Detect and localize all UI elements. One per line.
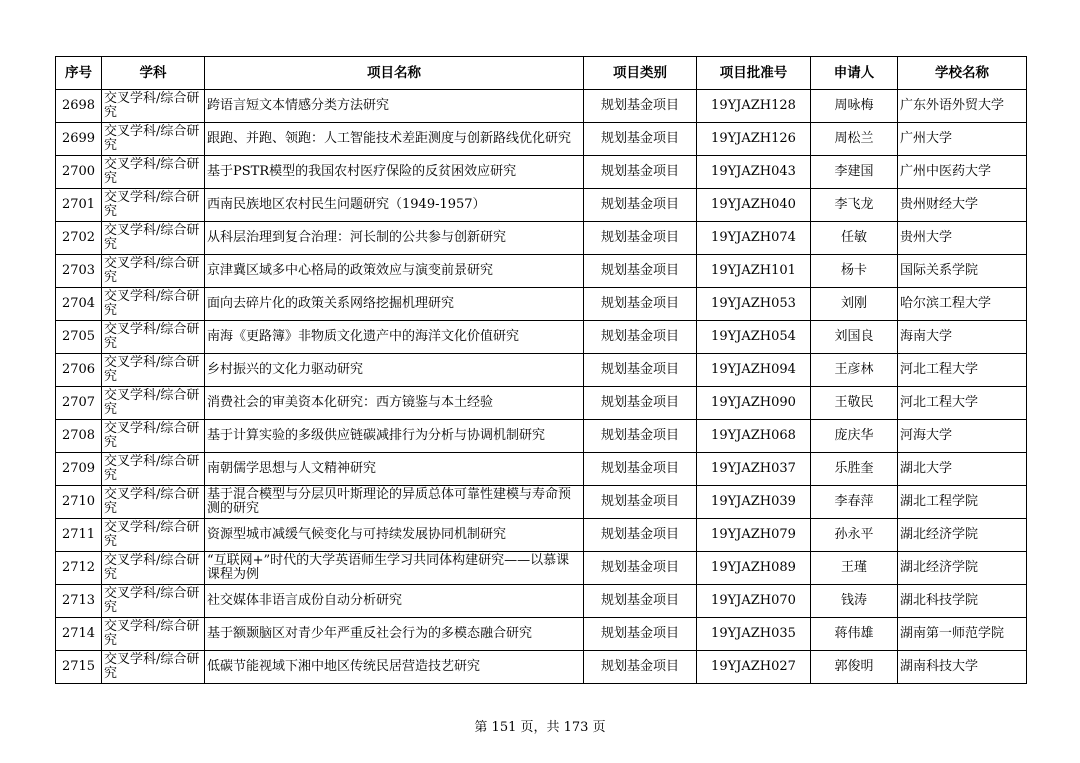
applicant-cell: 乐胜奎: [811, 453, 898, 486]
applicant-cell: 李建国: [811, 156, 898, 189]
table-row: [56, 321, 1027, 354]
header-applicant: 申请人: [811, 57, 898, 90]
subject-cell: 交叉学科/综合研究: [102, 354, 205, 387]
school-cell: 湖北经济学院: [898, 552, 1027, 585]
table-row: [56, 123, 1027, 156]
school-cell: 广州大学: [898, 123, 1027, 156]
row-number: 2700: [56, 156, 102, 189]
project-table: [55, 56, 1027, 684]
approval-code-cell: 19YJAZH128: [697, 90, 811, 123]
school-cell: 海南大学: [898, 321, 1027, 354]
subject-cell: 交叉学科/综合研究: [102, 420, 205, 453]
header-school: 学校名称: [898, 57, 1027, 90]
row-number: 2698: [56, 90, 102, 123]
header-row: [56, 57, 1027, 90]
project-name-cell: 基于PSTR模型的我国农村医疗保险的反贫困效应研究: [205, 156, 584, 189]
row-number: 2703: [56, 255, 102, 288]
project-type-cell: 规划基金项目: [584, 651, 697, 684]
applicant-cell: 钱涛: [811, 585, 898, 618]
table-row: [56, 585, 1027, 618]
header-subject: 学科: [102, 57, 205, 90]
school-cell: 湖南第一师范学院: [898, 618, 1027, 651]
project-type-cell: 规划基金项目: [584, 387, 697, 420]
applicant-cell: 王瑾: [811, 552, 898, 585]
row-number: 2701: [56, 189, 102, 222]
applicant-cell: 庞庆华: [811, 420, 898, 453]
project-name-cell: 社交媒体非语言成份自动分析研究: [205, 585, 584, 618]
subject-cell: 交叉学科/综合研究: [102, 156, 205, 189]
school-cell: 哈尔滨工程大学: [898, 288, 1027, 321]
row-number: 2709: [56, 453, 102, 486]
project-type-cell: 规划基金项目: [584, 189, 697, 222]
approval-code-cell: 19YJAZH074: [697, 222, 811, 255]
project-name-cell: 跟跑、并跑、领跑：人工智能技术差距测度与创新路线优化研究: [205, 123, 584, 156]
project-type-cell: 规划基金项目: [584, 552, 697, 585]
row-number: 2711: [56, 519, 102, 552]
school-cell: 广东外语外贸大学: [898, 90, 1027, 123]
subject-cell: 交叉学科/综合研究: [102, 321, 205, 354]
subject-cell: 交叉学科/综合研究: [102, 486, 205, 519]
school-cell: 湖北大学: [898, 453, 1027, 486]
subject-cell: 交叉学科/综合研究: [102, 90, 205, 123]
subject-cell: 交叉学科/综合研究: [102, 519, 205, 552]
project-type-cell: 规划基金项目: [584, 453, 697, 486]
row-number: 2714: [56, 618, 102, 651]
applicant-cell: 刘刚: [811, 288, 898, 321]
project-name-cell: 南朝儒学思想与人文精神研究: [205, 453, 584, 486]
row-number: 2713: [56, 585, 102, 618]
row-number: 2706: [56, 354, 102, 387]
subject-cell: 交叉学科/综合研究: [102, 387, 205, 420]
table-row: [56, 255, 1027, 288]
table-row: [56, 651, 1027, 684]
subject-cell: 交叉学科/综合研究: [102, 255, 205, 288]
project-name-cell: 跨语言短文本情感分类方法研究: [205, 90, 584, 123]
project-name-cell: 基于计算实验的多级供应链碳减排行为分析与协调机制研究: [205, 420, 584, 453]
applicant-cell: 周咏梅: [811, 90, 898, 123]
header-project-type: 项目类别: [584, 57, 697, 90]
project-name-cell: 面向去碎片化的政策关系网络挖掘机理研究: [205, 288, 584, 321]
table-row: [56, 519, 1027, 552]
row-number: 2707: [56, 387, 102, 420]
approval-code-cell: 19YJAZH039: [697, 486, 811, 519]
school-cell: 河北工程大学: [898, 354, 1027, 387]
school-cell: 湖北工程学院: [898, 486, 1027, 519]
school-cell: 湖北经济学院: [898, 519, 1027, 552]
school-cell: 湖南科技大学: [898, 651, 1027, 684]
table-row: [56, 486, 1027, 519]
applicant-cell: 李飞龙: [811, 189, 898, 222]
row-number: 2705: [56, 321, 102, 354]
project-type-cell: 规划基金项目: [584, 90, 697, 123]
subject-cell: 交叉学科/综合研究: [102, 189, 205, 222]
subject-cell: 交叉学科/综合研究: [102, 552, 205, 585]
school-cell: 湖北科技学院: [898, 585, 1027, 618]
subject-cell: 交叉学科/综合研究: [102, 288, 205, 321]
approval-code-cell: 19YJAZH037: [697, 453, 811, 486]
project-type-cell: 规划基金项目: [584, 519, 697, 552]
project-name-cell: 基于混合模型与分层贝叶斯理论的异质总体可靠性建模与寿命预测的研究: [205, 486, 584, 519]
table-row: [56, 420, 1027, 453]
approval-code-cell: 19YJAZH035: [697, 618, 811, 651]
approval-code-cell: 19YJAZH068: [697, 420, 811, 453]
project-name-cell: “互联网+”时代的大学英语师生学习共同体构建研究——以慕课课程为例: [205, 552, 584, 585]
project-type-cell: 规划基金项目: [584, 585, 697, 618]
row-number: 2702: [56, 222, 102, 255]
approval-code-cell: 19YJAZH126: [697, 123, 811, 156]
table-row: [56, 453, 1027, 486]
school-cell: 河北工程大学: [898, 387, 1027, 420]
row-number: 2712: [56, 552, 102, 585]
table-row: [56, 288, 1027, 321]
row-number: 2704: [56, 288, 102, 321]
subject-cell: 交叉学科/综合研究: [102, 618, 205, 651]
approval-code-cell: 19YJAZH101: [697, 255, 811, 288]
project-name-cell: 京津冀区域多中心格局的政策效应与演变前景研究: [205, 255, 584, 288]
row-number: 2699: [56, 123, 102, 156]
project-name-cell: 基于额颞脑区对青少年严重反社会行为的多模态融合研究: [205, 618, 584, 651]
table-row: [56, 90, 1027, 123]
approval-code-cell: 19YJAZH094: [697, 354, 811, 387]
subject-cell: 交叉学科/综合研究: [102, 585, 205, 618]
table-row: [56, 618, 1027, 651]
applicant-cell: 王彦林: [811, 354, 898, 387]
project-type-cell: 规划基金项目: [584, 288, 697, 321]
applicant-cell: 王敬民: [811, 387, 898, 420]
row-number: 2708: [56, 420, 102, 453]
project-type-cell: 规划基金项目: [584, 156, 697, 189]
approval-code-cell: 19YJAZH040: [697, 189, 811, 222]
subject-cell: 交叉学科/综合研究: [102, 123, 205, 156]
approval-code-cell: 19YJAZH070: [697, 585, 811, 618]
approval-code-cell: 19YJAZH027: [697, 651, 811, 684]
header-approval-code: 项目批准号: [697, 57, 811, 90]
project-name-cell: 乡村振兴的文化力驱动研究: [205, 354, 584, 387]
header-no: 序号: [56, 57, 102, 90]
project-type-cell: 规划基金项目: [584, 123, 697, 156]
applicant-cell: 周松兰: [811, 123, 898, 156]
approval-code-cell: 19YJAZH090: [697, 387, 811, 420]
row-number: 2715: [56, 651, 102, 684]
project-name-cell: 低碳节能视域下湘中地区传统民居营造技艺研究: [205, 651, 584, 684]
row-number: 2710: [56, 486, 102, 519]
applicant-cell: 杨卡: [811, 255, 898, 288]
approval-code-cell: 19YJAZH043: [697, 156, 811, 189]
page-number: 第 151 页，共 173 页: [474, 720, 606, 735]
school-cell: 贵州大学: [898, 222, 1027, 255]
applicant-cell: 蒋伟雄: [811, 618, 898, 651]
school-cell: 国际关系学院: [898, 255, 1027, 288]
approval-code-cell: 19YJAZH089: [697, 552, 811, 585]
table-row: [56, 552, 1027, 585]
table-row: [56, 222, 1027, 255]
project-type-cell: 规划基金项目: [584, 321, 697, 354]
project-type-cell: 规划基金项目: [584, 618, 697, 651]
header-project-name: 项目名称: [205, 57, 584, 90]
project-name-cell: 南海《更路簿》非物质文化遗产中的海洋文化价值研究: [205, 321, 584, 354]
school-cell: 贵州财经大学: [898, 189, 1027, 222]
project-type-cell: 规划基金项目: [584, 486, 697, 519]
subject-cell: 交叉学科/综合研究: [102, 222, 205, 255]
applicant-cell: 郭俊明: [811, 651, 898, 684]
project-name-cell: 西南民族地区农村民生问题研究（1949-1957）: [205, 189, 584, 222]
table-row: [56, 354, 1027, 387]
applicant-cell: 孙永平: [811, 519, 898, 552]
approval-code-cell: 19YJAZH054: [697, 321, 811, 354]
project-type-cell: 规划基金项目: [584, 222, 697, 255]
approval-code-cell: 19YJAZH079: [697, 519, 811, 552]
applicant-cell: 任敏: [811, 222, 898, 255]
table-row: [56, 189, 1027, 222]
project-type-cell: 规划基金项目: [584, 255, 697, 288]
approval-code-cell: 19YJAZH053: [697, 288, 811, 321]
project-name-cell: 从科层治理到复合治理：河长制的公共参与创新研究: [205, 222, 584, 255]
project-type-cell: 规划基金项目: [584, 354, 697, 387]
table-row: [56, 156, 1027, 189]
subject-cell: 交叉学科/综合研究: [102, 453, 205, 486]
school-cell: 河海大学: [898, 420, 1027, 453]
project-type-cell: 规划基金项目: [584, 420, 697, 453]
table-row: [56, 387, 1027, 420]
school-cell: 广州中医药大学: [898, 156, 1027, 189]
applicant-cell: 李春萍: [811, 486, 898, 519]
applicant-cell: 刘国良: [811, 321, 898, 354]
project-name-cell: 消费社会的审美资本化研究：西方镜鉴与本土经验: [205, 387, 584, 420]
project-name-cell: 资源型城市减缓气候变化与可持续发展协同机制研究: [205, 519, 584, 552]
subject-cell: 交叉学科/综合研究: [102, 651, 205, 684]
